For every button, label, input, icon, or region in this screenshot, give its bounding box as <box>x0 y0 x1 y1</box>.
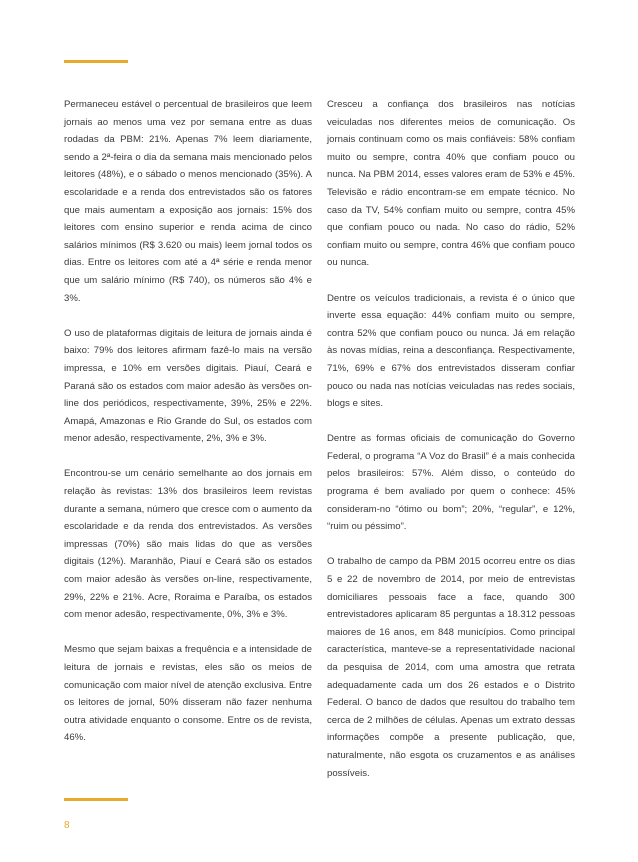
page-number: 8 <box>64 820 70 831</box>
paragraph-voz-do-brasil: Dentre as formas oficiais de comunicação do Governo Federal, o programa “A Voz do Brasil” é a mais conhecida pelos brasileiros: 57%. Além disso, o conteúdo do programa é bem avaliado por quem o conhece: 45% consideram-no “ótimo ou bom”; 20%, “regular”, e 12%, “ruim ou péssimo”. <box>327 433 575 533</box>
bottom-accent-bar <box>64 798 128 801</box>
paragraph-exclusive-attention: Mesmo que sejam baixas a frequência e a intensidade de leitura de jornais e revistas, eles são os meios de comunicação com maior nível de atenção exclusiva. Entre os leitores de jornal, 50% disseram não fazer nenhuma outra atividade enquanto o consome. Entre os de revista, 46%. <box>64 644 312 744</box>
paragraph-media-trust: Cresceu a confiança dos brasileiros nas notícias veiculadas nos diferentes meios de comunicação. Os jornais continuam como os mais confiáveis: 58% confiam muito ou sempre, contra 40% que confiam pouco ou nunca. Na PBM 2014, esses valores eram de 53% e 45%. Televisão e rádio encontram-se em empate técnico. No caso da TV, 54% confiam muito ou sempre, contra 45% que confiam pouco ou nada. No caso do rádio, 52% confiam muito ou sempre, contra 46% que confiam pouco ou nunca. <box>327 99 575 269</box>
paragraph-magazine-trust: Dentre os veículos tradicionais, a revista é o único que inverte essa equação: 44% confiam muito ou sempre, contra 52% que confiam pouco ou nunca. Já em relação às novas mídias, reina a desconfiança. Respectivamente, 71%, 69% e 67% dos entrevistados disseram confiar pouco ou nada nas notícias veiculadas nas redes sociais, blogs e sites. <box>327 292 575 410</box>
paragraph-digital-newspapers: O uso de plataformas digitais de leitura de jornais ainda é baixo: 79% dos leitores afirmam fazê-lo mais na versão impressa, e 10% em versões digitais. Piauí, Ceará e Paraná são os estados com maior adesão às versões on-line dos periódicos, respectivamente, 39%, 25% e 22%. Amapá, Amazonas e Rio Grande do Sul, os estados com menor adesão, respectivamente, 2%, 3% e 3%. <box>64 327 312 445</box>
paragraph-magazines: Encontrou-se um cenário semelhante ao dos jornais em relação às revistas: 13% dos brasileiros leem revistas durante a semana, número que cresce com o aumento da escolaridade e da renda dos entrevistados. As versões impressas (70%) são mais lidas do que as versões digitais (12%). Maranhão, Piauí e Ceará são os estados com maior adesão às versões on-line, respectivamente, 29%, 22% e 21%. Acre, Roraima e Paraíba, os estados com menor adesão, respectivamente, 0%, 3% e 3%. <box>64 468 312 621</box>
left-text-column <box>64 96 312 765</box>
paragraph-newspaper-readership: Permaneceu estável o percentual de brasileiros que leem jornais ao menos uma vez por semana entre as duas rodadas da PBM: 21%. Apenas 7% leem diariamente, sendo a 2ª-feira o dia da semana mais mencionado pelos leitores (48%), e o sábado o menos mencionado (35%). A escolaridade e a renda dos entrevistados são os fatores que mais aumentam a exposição aos jornais: 15% dos leitores com ensino superior e renda acima de cinco salários mínimos (R$ 3.620 ou mais) leem jornal todos os dias. Entre os leitores com até a 4ª série e renda menor que um salário mínimo (R$ 740), os números são 4% e 3%. <box>64 99 312 304</box>
paragraph-fieldwork: O trabalho de campo da PBM 2015 ocorreu entre os dias 5 e 22 de novembro de 2014, por meio de entrevistas domiciliares pessoais face a face, quando 300 entrevistadores aplicaram 85 perguntas a 18.312 pessoas maiores de 16 anos, em 848 municípios. Como principal característica, manteve-se a representatividade nacional da pesquisa de 2014, com uma amostra que retrata adequadamente cada um dos 26 estados e o Distrito Federal. O banco de dados que resultou do trabalho tem cerca de 2 milhões de células. Apenas um extrato dessas informações compõe a presente publicação, que, naturalmente, não esgota os cruzamentos e as análises possíveis. <box>327 556 575 779</box>
right-text-column <box>327 96 575 800</box>
top-accent-bar <box>64 60 128 63</box>
